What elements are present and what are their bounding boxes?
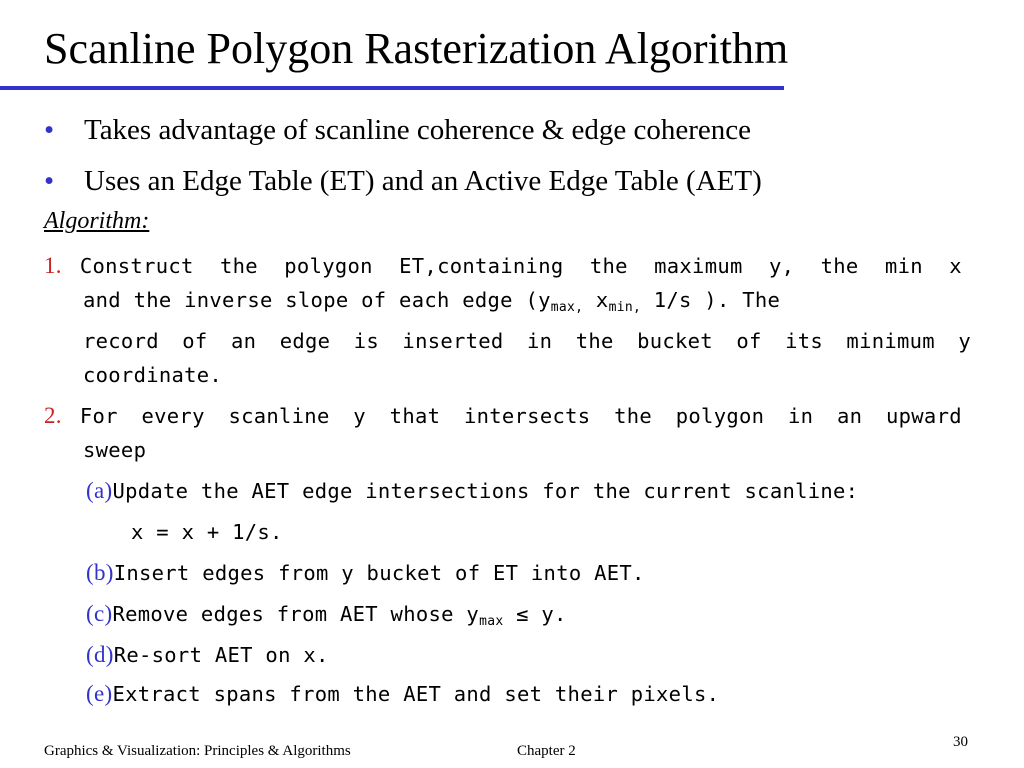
step-number: 1. bbox=[44, 253, 62, 278]
substep-label: (e) bbox=[86, 681, 113, 706]
slide-title: Scanline Polygon Rasterization Algorithm bbox=[44, 24, 789, 73]
substep-label: (d) bbox=[86, 642, 114, 667]
substep-label: (a) bbox=[86, 478, 113, 503]
step-2 bbox=[44, 399, 962, 433]
step-1-line-3: record of an edge is inserted in the bucket of its minimum y bbox=[83, 329, 971, 353]
substep-c: (c)Remove edges from AET whose $y_{max} \le y$. bbox=[86, 601, 567, 629]
substep-b bbox=[86, 556, 645, 590]
substep-label: (b) bbox=[86, 560, 114, 585]
step-1-line-2: and the inverse slope of each edge ($y_{max,}$ $x_{min,}$ 1/s ). The bbox=[83, 288, 781, 315]
step-1 bbox=[44, 249, 962, 283]
substep-e bbox=[86, 677, 719, 711]
substep-text: Extract spans from the AET and set their pixels. bbox=[112, 682, 720, 706]
bullet-text: Uses an Edge Table (ET) and an Active Edge Table (AET) bbox=[84, 165, 762, 197]
step-number: 2. bbox=[44, 403, 62, 428]
step-2-line-2: sweep bbox=[83, 438, 147, 462]
algorithm-heading: Algorithm: bbox=[44, 208, 150, 234]
bullet-item bbox=[44, 112, 751, 148]
substep-text: Insert edges from y bucket of ET into AET. bbox=[113, 561, 645, 585]
substep-text: Remove edges from AET whose y bbox=[112, 602, 480, 626]
footer-book-title: Graphics & Visualization: Principles & Algorithms bbox=[44, 743, 351, 759]
substep-label: (c) bbox=[86, 601, 113, 626]
bullet-item bbox=[44, 163, 762, 199]
substep-text: Update the AET edge intersections for the current scanline: bbox=[112, 479, 859, 503]
bullet-text: Takes advantage of scanline coherence & edge coherence bbox=[84, 114, 752, 146]
substep-text: Re-sort AET on x. bbox=[113, 643, 329, 667]
substep-a-formula: x = x + 1/s. bbox=[131, 520, 283, 544]
substep-a bbox=[86, 474, 858, 508]
step-1-line-4: coordinate. bbox=[83, 363, 223, 387]
subscript-max: max, bbox=[550, 300, 584, 315]
step-2-line-1: For every scanline y that intersects the polygon in an upward bbox=[79, 404, 962, 428]
subscript-min: min, bbox=[608, 300, 642, 315]
footer-chapter: Chapter 2 bbox=[517, 743, 576, 759]
page-number: 30 bbox=[953, 734, 968, 750]
bullet-icon: • bbox=[44, 114, 55, 146]
subscript-max: max bbox=[479, 614, 504, 629]
title-underline bbox=[0, 86, 784, 90]
bullet-icon: • bbox=[44, 165, 55, 197]
substep-d bbox=[86, 638, 329, 672]
step-1-line-1: Construct the polygon ET,containing the maximum y, the min x bbox=[79, 254, 962, 278]
